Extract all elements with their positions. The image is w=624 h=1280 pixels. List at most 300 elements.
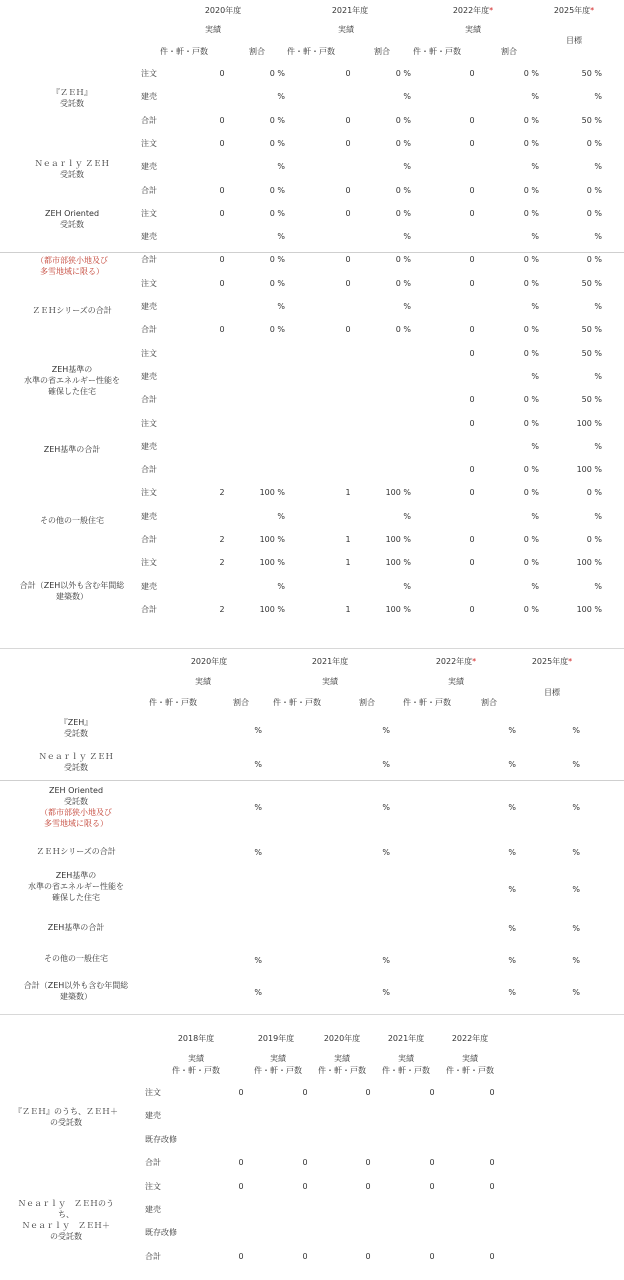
t2-cell: % bbox=[508, 760, 516, 769]
t1-group-label: 受託数 bbox=[60, 170, 84, 179]
t3-count-col-header: 件・軒・戸数 bbox=[172, 1066, 220, 1075]
t2-row-label: Ｎｅａｒｌｙ ＺＥＨ bbox=[38, 752, 114, 761]
t1-group-label: 『ＺＥＨ』 bbox=[52, 88, 92, 97]
t1-cell: 0 % bbox=[523, 604, 539, 614]
t1-cell: 0 % bbox=[523, 395, 539, 405]
t3-row-type-label: 合計 bbox=[145, 1251, 161, 1261]
t1-cell: % bbox=[277, 511, 285, 521]
t1-ratio-col-header: 割合 bbox=[249, 47, 265, 56]
t1-cell: 2 bbox=[219, 535, 225, 544]
t1-year-header bbox=[453, 7, 493, 15]
t1-cell: 0 bbox=[469, 185, 475, 195]
t3-cell: 0 bbox=[429, 1158, 435, 1168]
t3-count-col-header: 件・軒・戸数 bbox=[254, 1066, 302, 1075]
t1-cell: 0 bbox=[219, 325, 225, 335]
t1-row-type-label: 注文 bbox=[141, 558, 157, 568]
t1-cell: 0 % bbox=[523, 418, 539, 428]
table-divider bbox=[0, 648, 624, 649]
t3-cell: 0 bbox=[238, 1181, 244, 1191]
t1-cell: 0 bbox=[469, 558, 475, 568]
t1-cell: % bbox=[531, 511, 539, 521]
t3-row-type-label: 建売 bbox=[145, 1205, 161, 1214]
t1-page-seam bbox=[0, 252, 624, 253]
t2-year-header bbox=[532, 658, 572, 666]
t2-cell: % bbox=[508, 803, 516, 812]
t1-cell: 0 bbox=[345, 208, 351, 218]
t1-row-type-label: 合計 bbox=[141, 255, 157, 265]
t1-row-type-label: 注文 bbox=[141, 488, 157, 498]
t1-cell: 0 % bbox=[269, 278, 285, 288]
t1-row-type-label: 建売 bbox=[141, 371, 157, 381]
t1-row-type-label: 建売 bbox=[141, 581, 157, 591]
t2-cell: % bbox=[508, 924, 516, 933]
t2-row-label: 確保した住宅 bbox=[52, 893, 100, 902]
t3-actual-header: 実績 bbox=[398, 1054, 414, 1063]
t3-year-header-label: 2020年度 bbox=[323, 1034, 361, 1043]
t1-group-label: 建築数） bbox=[56, 592, 88, 601]
t3-year-header bbox=[258, 1035, 294, 1043]
t3-cell: 0 bbox=[489, 1158, 495, 1168]
t1-cell: % bbox=[531, 162, 539, 172]
t1-cell: 0 % bbox=[523, 208, 539, 218]
t3-count-col-header: 件・軒・戸数 bbox=[446, 1066, 494, 1075]
table-divider-2 bbox=[0, 1014, 624, 1015]
t3-cell: 0 bbox=[302, 1088, 308, 1097]
t1-cell: 0 % bbox=[395, 208, 411, 218]
t2-cell: % bbox=[382, 803, 390, 812]
t3-row-type-label: 注文 bbox=[145, 1181, 161, 1191]
t1-year-header bbox=[554, 7, 594, 15]
t3-cell: 0 bbox=[489, 1181, 495, 1191]
t1-group-label: 受託数 bbox=[60, 99, 84, 108]
t1-target-header: 目標 bbox=[566, 36, 582, 45]
t1-cell: 50 % bbox=[581, 69, 602, 78]
t1-cell: 0 % bbox=[586, 255, 602, 265]
t1-cell: 0 bbox=[345, 138, 351, 148]
t1-cell: 0 % bbox=[523, 255, 539, 265]
t3-cell: 0 bbox=[238, 1251, 244, 1261]
t2-cell: % bbox=[572, 924, 580, 933]
t3-year-header bbox=[452, 1035, 488, 1043]
t1-cell: 50 % bbox=[581, 325, 602, 335]
t2-row-label: ZEH基準の bbox=[55, 871, 97, 880]
t2-cell: % bbox=[508, 885, 516, 894]
t3-cell: 0 bbox=[302, 1181, 308, 1191]
t2-ratio-col-header: 割合 bbox=[481, 698, 497, 707]
t1-row-type-label: 合計 bbox=[141, 185, 157, 195]
t1-cell: 0 bbox=[345, 278, 351, 288]
t1-cell: 0 % bbox=[523, 535, 539, 544]
t1-cell: 0 % bbox=[269, 115, 285, 125]
t1-cell: 0 % bbox=[269, 255, 285, 265]
t2-row-label: 合計（ZEH以外も含む年間総 bbox=[23, 981, 129, 990]
t1-cell: % bbox=[403, 511, 411, 521]
t1-cell: 0 % bbox=[586, 488, 602, 498]
t2-year-header-label: 2020年度 bbox=[190, 657, 228, 666]
t2-cell: % bbox=[572, 848, 580, 857]
t1-cell: 100 % bbox=[576, 465, 602, 475]
t2-count-col-header: 件・軒・戸数 bbox=[149, 698, 197, 707]
t1-count-col-header: 件・軒・戸数 bbox=[413, 47, 461, 56]
t2-row-label: 受託数 bbox=[64, 763, 88, 772]
t1-row-type-label: 合計 bbox=[141, 325, 157, 335]
t1-cell: 100 % bbox=[259, 535, 285, 544]
t1-cell: 0 % bbox=[523, 488, 539, 498]
t1-cell: 0 % bbox=[523, 348, 539, 358]
t1-cell: 0 bbox=[469, 535, 475, 544]
t1-cell: % bbox=[594, 162, 602, 172]
t3-group-label: Ｎｅａｒｌｙ ＺＥＨ＋ bbox=[22, 1221, 110, 1230]
t1-cell: % bbox=[403, 162, 411, 172]
t1-cell: 0 bbox=[469, 69, 475, 78]
t1-row-type-label: 建売 bbox=[141, 232, 157, 242]
t3-group-label: 『ＺＥＨ』のうち、ＺＥＨ＋ bbox=[14, 1107, 118, 1116]
t1-cell: 0 bbox=[469, 348, 475, 358]
t2-cell: % bbox=[254, 848, 262, 857]
t1-cell: 0 % bbox=[523, 325, 539, 335]
t1-cell: 0 % bbox=[586, 138, 602, 148]
t1-cell: 0 bbox=[469, 488, 475, 498]
t1-cell: 0 % bbox=[523, 69, 539, 78]
t1-cell: 0 % bbox=[523, 115, 539, 125]
t2-cell: % bbox=[572, 760, 580, 769]
t2-cell: % bbox=[572, 956, 580, 965]
t1-row-type-label: 建売 bbox=[141, 92, 157, 102]
t2-cell: % bbox=[382, 988, 390, 997]
t3-cell: 0 bbox=[365, 1251, 371, 1261]
t1-cell: 0 % bbox=[395, 255, 411, 265]
t1-cell: 50 % bbox=[581, 278, 602, 288]
t1-row-type-label: 注文 bbox=[141, 138, 157, 148]
t1-row-type-label: 建売 bbox=[141, 302, 157, 311]
t3-row-type-label: 合計 bbox=[145, 1158, 161, 1168]
t3-cell: 0 bbox=[238, 1088, 244, 1097]
t1-cell: 0 bbox=[345, 69, 351, 78]
t3-row-type-label: 既存改修 bbox=[145, 1228, 177, 1238]
t3-count-col-header: 件・軒・戸数 bbox=[318, 1066, 366, 1075]
t1-cell: 0 % bbox=[395, 138, 411, 148]
t1-cell: 0 bbox=[219, 208, 225, 218]
t3-row-type-label: 建売 bbox=[145, 1111, 161, 1121]
t1-cell: 0 % bbox=[395, 185, 411, 195]
t1-cell: 0 % bbox=[269, 185, 285, 195]
t3-cell: 0 bbox=[489, 1088, 495, 1097]
t3-row-type-label: 注文 bbox=[145, 1088, 161, 1097]
t1-cell: 1 bbox=[345, 535, 351, 544]
t3-cell: 0 bbox=[429, 1251, 435, 1261]
t1-cell: 0 % bbox=[269, 208, 285, 218]
t2-cell: % bbox=[382, 760, 390, 769]
t3-cell: 0 bbox=[238, 1158, 244, 1168]
t2-row-label: その他の一般住宅 bbox=[44, 954, 108, 963]
t1-cell: % bbox=[277, 302, 285, 311]
t1-row-type-label: 合計 bbox=[141, 115, 157, 125]
t1-cell: 0 bbox=[345, 255, 351, 265]
t3-actual-header: 実績 bbox=[270, 1054, 286, 1063]
t2-target-header: 目標 bbox=[544, 688, 560, 697]
t2-year-header-label: 2025年度 bbox=[531, 657, 569, 666]
t1-cell: % bbox=[594, 511, 602, 521]
t1-cell: 0 bbox=[345, 185, 351, 195]
t2-cell: % bbox=[508, 988, 516, 997]
t3-group-label: の受託数 bbox=[50, 1232, 82, 1241]
t1-cell: 1 bbox=[345, 488, 351, 498]
t2-year-header-footnote-mark: * bbox=[568, 657, 573, 666]
t3-cell: 0 bbox=[302, 1158, 308, 1168]
t2-row-label: 水準の省エネルギー性能を bbox=[28, 882, 124, 891]
t3-group-label: ち、 bbox=[58, 1210, 74, 1219]
t1-cell: 0 % bbox=[523, 278, 539, 288]
t1-cell: 0 % bbox=[523, 138, 539, 148]
t1-cell: 1 bbox=[345, 558, 351, 568]
t2-cell: % bbox=[572, 803, 580, 812]
t1-cell: 0 bbox=[469, 255, 475, 265]
t2-row-label: ＺＥＨシリーズの合計 bbox=[36, 847, 116, 856]
t1-cell: 0 bbox=[219, 138, 225, 148]
t2-ratio-col-header: 割合 bbox=[233, 698, 249, 707]
t1-cell: 100 % bbox=[385, 558, 411, 568]
t1-ratio-col-header: 割合 bbox=[501, 47, 517, 56]
t1-cell: 0 % bbox=[586, 208, 602, 218]
t1-group-label: 水準の省エネルギー性能を bbox=[24, 376, 120, 385]
t2-cell: % bbox=[254, 760, 262, 769]
t1-cell: 0 % bbox=[395, 69, 411, 78]
t1-cell: % bbox=[277, 92, 285, 102]
t3-cell: 0 bbox=[365, 1088, 371, 1097]
t1-group-note: （都市部狭小地及び bbox=[36, 256, 108, 265]
t2-row-label: 受託数 bbox=[64, 797, 88, 806]
t3-year-header bbox=[324, 1035, 360, 1043]
t1-cell: 0 % bbox=[586, 185, 602, 195]
t1-count-col-header: 件・軒・戸数 bbox=[160, 47, 208, 56]
t1-cell: % bbox=[594, 441, 602, 451]
t3-cell: 0 bbox=[302, 1251, 308, 1261]
t2-year-header-footnote-mark: * bbox=[472, 657, 477, 666]
t1-cell: % bbox=[594, 232, 602, 242]
t1-cell: % bbox=[403, 302, 411, 311]
t1-cell: 0 bbox=[219, 278, 225, 288]
t2-row-note: （都市部狭小地及び bbox=[40, 808, 112, 817]
t2-cell: % bbox=[382, 726, 390, 735]
t1-row-type-label: 注文 bbox=[141, 208, 157, 218]
t1-cell: 100 % bbox=[576, 604, 602, 614]
t1-cell: % bbox=[531, 302, 539, 311]
t1-year-header-label: 2020年度 bbox=[204, 6, 242, 15]
t1-cell: 100 % bbox=[259, 558, 285, 568]
t1-cell: 0 bbox=[469, 325, 475, 335]
t1-group-label: ＺＥＨシリーズの合計 bbox=[32, 306, 112, 315]
t1-cell: 1 bbox=[345, 604, 351, 614]
t1-cell: 100 % bbox=[259, 604, 285, 614]
t2-count-col-header: 件・軒・戸数 bbox=[273, 698, 321, 707]
t1-cell: 0 bbox=[219, 255, 225, 265]
t2-cell: % bbox=[508, 956, 516, 965]
t1-row-type-label: 建売 bbox=[141, 511, 157, 521]
t2-cell: % bbox=[382, 848, 390, 857]
t1-group-label: 受託数 bbox=[60, 220, 84, 229]
t3-cell: 0 bbox=[429, 1088, 435, 1097]
t2-row-label: ZEH Oriented bbox=[48, 786, 104, 795]
t3-count-col-header: 件・軒・戸数 bbox=[382, 1066, 430, 1075]
t3-group-label: の受託数 bbox=[50, 1118, 82, 1127]
t1-cell: 0 bbox=[345, 325, 351, 335]
t1-cell: % bbox=[594, 92, 602, 102]
t2-year-header bbox=[436, 658, 476, 666]
t1-cell: 0 bbox=[469, 208, 475, 218]
t1-cell: 0 bbox=[345, 115, 351, 125]
t2-row-label: 受託数 bbox=[64, 729, 88, 738]
t1-cell: % bbox=[277, 581, 285, 591]
t1-cell: 0 bbox=[469, 604, 475, 614]
t1-row-type-label: 合計 bbox=[141, 395, 157, 405]
t1-group-label: ZEH Oriented bbox=[44, 209, 100, 218]
t2-ratio-col-header: 割合 bbox=[359, 698, 375, 707]
t1-cell: % bbox=[403, 92, 411, 102]
t1-ratio-col-header: 割合 bbox=[374, 47, 390, 56]
t1-cell: 2 bbox=[219, 488, 225, 498]
t1-year-header-label: 2021年度 bbox=[331, 6, 369, 15]
t2-actual-header: 実績 bbox=[195, 677, 211, 686]
t1-cell: 100 % bbox=[385, 488, 411, 498]
t1-cell: 50 % bbox=[581, 395, 602, 405]
t1-cell: % bbox=[403, 232, 411, 242]
t2-cell: % bbox=[254, 988, 262, 997]
t1-cell: % bbox=[531, 371, 539, 381]
t1-cell: 100 % bbox=[576, 558, 602, 568]
t2-cell: % bbox=[382, 956, 390, 965]
t2-cell: % bbox=[572, 726, 580, 735]
t2-cell: % bbox=[254, 956, 262, 965]
t1-year-header-footnote-mark: * bbox=[489, 6, 494, 15]
t2-year-header-label: 2021年度 bbox=[311, 657, 349, 666]
t1-row-type-label: 注文 bbox=[141, 348, 157, 358]
t1-cell: % bbox=[594, 302, 602, 311]
t1-year-header-label: 2022年度 bbox=[452, 6, 490, 15]
t3-year-header bbox=[178, 1035, 214, 1043]
t1-cell: 0 bbox=[469, 395, 475, 405]
t2-cell: % bbox=[254, 726, 262, 735]
t1-row-type-label: 合計 bbox=[141, 535, 157, 544]
t1-cell: 0 % bbox=[586, 535, 602, 544]
t1-group-label: 合計（ZEH以外も含む年間総 bbox=[19, 581, 125, 590]
t1-cell: 0 % bbox=[395, 115, 411, 125]
t1-cell: 100 % bbox=[385, 604, 411, 614]
t3-actual-header: 実績 bbox=[188, 1054, 204, 1063]
t1-cell: 0 bbox=[469, 465, 475, 475]
t3-year-header-label: 2019年度 bbox=[257, 1034, 295, 1043]
t1-cell: 0 bbox=[469, 115, 475, 125]
t2-cell: % bbox=[508, 726, 516, 735]
t1-cell: 2 bbox=[219, 558, 225, 568]
t1-cell: % bbox=[403, 581, 411, 591]
t3-group-label: Ｎｅａｒｌｙ ＺＥＨのう bbox=[18, 1199, 114, 1208]
t1-cell: 100 % bbox=[576, 418, 602, 428]
t1-group-label: ZEH基準の bbox=[51, 365, 93, 374]
t1-group-label: ZEH基準の合計 bbox=[43, 445, 101, 454]
t3-cell: 0 bbox=[365, 1158, 371, 1168]
t2-row-label: ZEH基準の合計 bbox=[47, 923, 105, 932]
t1-count-col-header: 件・軒・戸数 bbox=[287, 47, 335, 56]
t1-cell: 50 % bbox=[581, 115, 602, 125]
t1-cell: 0 bbox=[469, 138, 475, 148]
t1-cell: % bbox=[277, 232, 285, 242]
t2-row-label: 建築数） bbox=[60, 992, 92, 1001]
t1-group-label: Ｎｅａｒｌｙ ＺＥＨ bbox=[34, 159, 110, 168]
t3-year-header bbox=[388, 1035, 424, 1043]
t1-cell: 100 % bbox=[385, 535, 411, 544]
t3-cell: 0 bbox=[489, 1251, 495, 1261]
t3-cell: 0 bbox=[365, 1181, 371, 1191]
t1-cell: % bbox=[531, 441, 539, 451]
t1-cell: 50 % bbox=[581, 348, 602, 358]
t2-actual-header: 実績 bbox=[322, 677, 338, 686]
t1-cell: 2 bbox=[219, 604, 225, 614]
t2-actual-header: 実績 bbox=[448, 677, 464, 686]
t3-year-header-label: 2021年度 bbox=[387, 1034, 425, 1043]
t2-year-header bbox=[191, 658, 227, 666]
t1-cell: 0 bbox=[469, 278, 475, 288]
t1-cell: 0 % bbox=[269, 138, 285, 148]
t1-row-type-label: 建売 bbox=[141, 441, 157, 451]
t1-cell: 0 % bbox=[269, 325, 285, 335]
t1-row-type-label: 注文 bbox=[141, 278, 157, 288]
t1-cell: % bbox=[531, 581, 539, 591]
t1-cell: % bbox=[594, 581, 602, 591]
t2-page-seam bbox=[0, 780, 624, 781]
t1-row-type-label: 注文 bbox=[141, 69, 157, 78]
t1-group-label: その他の一般住宅 bbox=[40, 516, 104, 525]
t1-cell: 0 % bbox=[395, 325, 411, 335]
t1-group-label: 確保した住宅 bbox=[48, 387, 96, 396]
t1-cell: 0 bbox=[219, 69, 225, 78]
t1-cell: 0 % bbox=[269, 69, 285, 78]
t1-cell: 0 % bbox=[395, 278, 411, 288]
t2-cell: % bbox=[572, 885, 580, 894]
t1-cell: 0 % bbox=[523, 465, 539, 475]
t3-actual-header: 実績 bbox=[334, 1054, 350, 1063]
t2-count-col-header: 件・軒・戸数 bbox=[403, 698, 451, 707]
t1-row-type-label: 合計 bbox=[141, 604, 157, 614]
t1-cell: % bbox=[531, 232, 539, 242]
t3-year-header-label: 2018年度 bbox=[177, 1034, 215, 1043]
t2-row-note: 多雪地域に限る） bbox=[44, 819, 108, 828]
t2-cell: % bbox=[572, 988, 580, 997]
t2-row-label: 『ZEH』 bbox=[59, 718, 93, 727]
t1-group-note: 多雪地域に限る） bbox=[40, 267, 104, 276]
t1-row-type-label: 建売 bbox=[141, 162, 157, 172]
t1-row-type-label: 合計 bbox=[141, 465, 157, 475]
t1-cell: 0 % bbox=[523, 558, 539, 568]
t1-year-header bbox=[332, 7, 368, 15]
t1-year-header bbox=[205, 7, 241, 15]
t2-cell: % bbox=[254, 803, 262, 812]
t2-year-header-label: 2022年度 bbox=[435, 657, 473, 666]
t1-cell: % bbox=[277, 162, 285, 172]
t1-cell: 100 % bbox=[259, 488, 285, 498]
t1-actual-header: 実績 bbox=[338, 25, 354, 34]
t3-actual-header: 実績 bbox=[462, 1054, 478, 1063]
t1-cell: % bbox=[594, 371, 602, 381]
t1-cell: 0 bbox=[469, 418, 475, 428]
t1-cell: 0 % bbox=[523, 185, 539, 195]
t1-year-header-footnote-mark: * bbox=[590, 6, 595, 15]
t1-cell: % bbox=[531, 92, 539, 102]
t1-actual-header: 実績 bbox=[205, 25, 221, 34]
t1-cell: 0 bbox=[219, 115, 225, 125]
t1-actual-header: 実績 bbox=[465, 25, 481, 34]
t2-year-header bbox=[312, 658, 348, 666]
t2-cell: % bbox=[508, 848, 516, 857]
